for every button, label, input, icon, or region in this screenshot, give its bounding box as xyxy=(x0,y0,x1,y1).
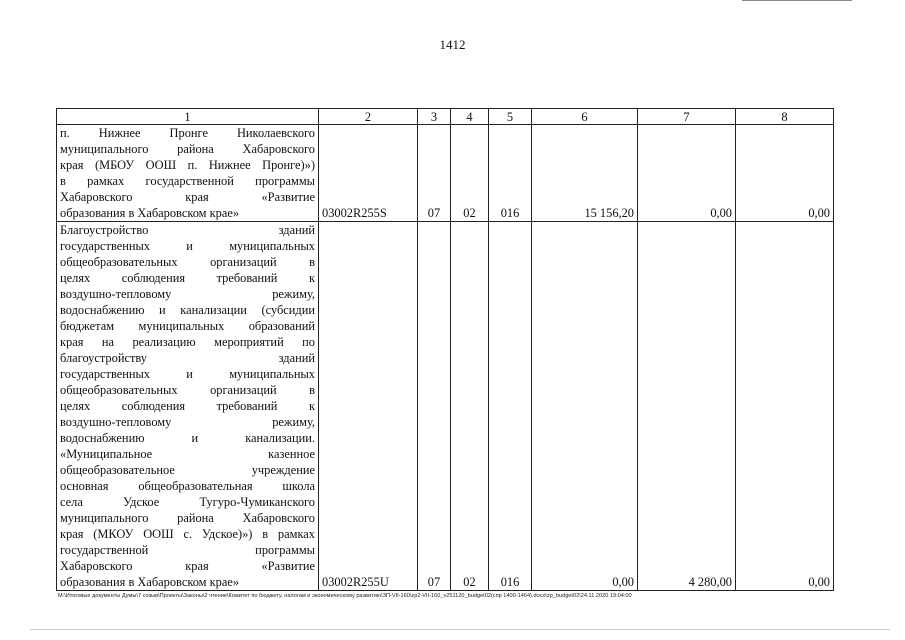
row-subsection: 02 xyxy=(451,125,489,222)
description-line: государственной программы xyxy=(60,543,315,557)
description-line: бюджетам муниципальных образований xyxy=(60,319,315,333)
row-amount-col8: 0,00 xyxy=(736,125,834,222)
header-cell-4: 4 xyxy=(451,109,489,125)
description-line: «Муниципальное казенное xyxy=(60,447,315,461)
description-line: п. Нижнее Пронге Николаевского xyxy=(60,126,315,140)
description-line: муниципального района Хабаровского xyxy=(60,511,315,525)
description-line: образования в Хабаровском крае» xyxy=(60,575,240,589)
page-number: 1412 xyxy=(439,37,466,52)
row-description xyxy=(57,222,319,591)
description-line: благоустройству зданий xyxy=(60,351,315,365)
row-expense-type: 016 xyxy=(489,125,532,222)
top-edge-line xyxy=(742,0,852,1)
row-amount-col7: 0,00 xyxy=(638,125,736,222)
row-target-code: 03002R255S xyxy=(319,125,418,222)
description-line: общеобразовательных организаций в xyxy=(60,383,315,397)
description-line: государственных и муниципальных xyxy=(60,367,315,381)
description-line: общеобразовательное учреждение xyxy=(60,463,315,477)
header-cell-6: 6 xyxy=(532,109,638,125)
row-section: 07 xyxy=(418,125,451,222)
description-line: воздушно-тепловому режиму, xyxy=(60,415,315,429)
description-line: целях соблюдения требований к xyxy=(60,271,315,285)
header-cell-7: 7 xyxy=(638,109,736,125)
header-cell-3: 3 xyxy=(418,109,451,125)
row-amount-col8: 0,00 xyxy=(736,222,834,591)
description-line: края (МКОУ ООШ с. Удское)») в рамках xyxy=(60,527,315,541)
bottom-edge-line xyxy=(30,629,890,630)
description-line: воздушно-тепловому режиму, xyxy=(60,287,315,301)
row-target-code: 03002R255U xyxy=(319,222,418,591)
table-row xyxy=(57,125,834,222)
row-description xyxy=(57,125,319,222)
description-line: водоснабжению и канализации. xyxy=(60,431,315,445)
description-line: Хабаровского края «Развитие xyxy=(60,559,315,573)
table-row xyxy=(57,222,834,591)
description-line: общеобразовательных организаций в xyxy=(60,255,315,269)
row-amount-col6: 15 156,20 xyxy=(532,125,638,222)
description-line: в рамках государственной программы xyxy=(60,174,315,188)
description-line: края (МБОУ ООШ п. Нижнее Пронге)») xyxy=(60,158,315,172)
row-amount-col6: 0,00 xyxy=(532,222,638,591)
description-line: целях соблюдения требований к xyxy=(60,399,315,413)
description-line: Благоустройство зданий xyxy=(60,223,315,237)
header-row xyxy=(57,109,834,125)
description-line: муниципального района Хабаровского xyxy=(60,142,315,156)
description-line: края на реализацию мероприятий по xyxy=(60,335,315,349)
header-cell-5: 5 xyxy=(489,109,532,125)
header-cell-1: 1 xyxy=(57,109,319,125)
description-line: водоснабжению и канализации (субсидии xyxy=(60,303,315,317)
file-path-footer: M:\Итоговые документы Думы\7 созыв\Проекты\Законы\2 чтение\Комитет по бюджету, налогам и экономическому развитию\ЗП-VII-160\zp2-VII-160_v251120_budget02(спр 1400-1464).docx\zp_budget02\24.11.2020 19:04:00 xyxy=(58,593,632,599)
description-line: села Удское Тугуро-Чумиканского xyxy=(60,495,315,509)
description-line: Хабаровского края «Развитие xyxy=(60,190,315,204)
row-subsection: 02 xyxy=(451,222,489,591)
row-section: 07 xyxy=(418,222,451,591)
header-cell-8: 8 xyxy=(736,109,834,125)
description-line: государственных и муниципальных xyxy=(60,239,315,253)
row-expense-type: 016 xyxy=(489,222,532,591)
description-line: основная общеобразовательная школа xyxy=(60,479,315,493)
budget-table xyxy=(56,108,834,591)
header-cell-2: 2 xyxy=(319,109,418,125)
description-line: образования в Хабаровском крае» xyxy=(60,206,240,220)
row-amount-col7: 4 280,00 xyxy=(638,222,736,591)
